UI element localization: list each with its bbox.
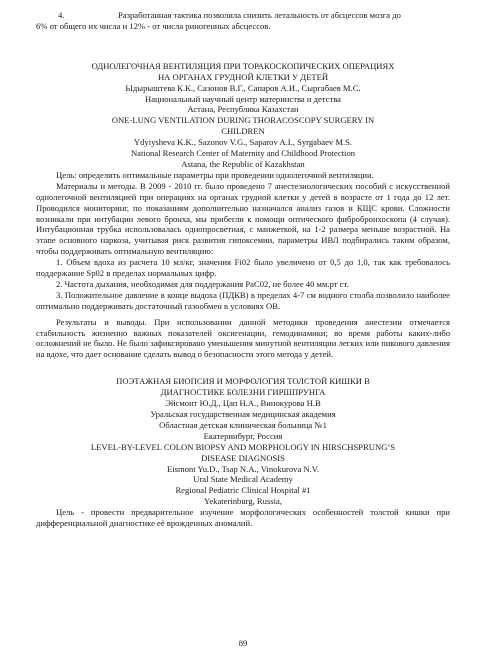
article1-title-line2: НА ОРГАНАХ ГРУДНОЙ КЛЕТКИ У ДЕТЕЙ [157,71,329,82]
article1-city-en: Astana, the Republic of Kazakhstan [181,158,305,169]
article2-authors-en: Eismont Yu.D., Tsap N.A., Vinokurova N.V. [166,463,320,474]
article1-methods: Материалы и методы. В 2009 - 2010 гг. было проведено 7 анестезиологических пособий с искусственной однолегочной вентиляцией при операциях на органах грудной клетки у детей в возрасте от 1 года до 12 лет. Проводился мониторинг, по показаниям дополнительно назначался анализ газов и КЩС крови. Сложности возникали при интубации левого бронха, мы прибегли к помощи оптического фибробронхоскопа (4 случая). Интубационная трубка использовалась однопросветная, с манжеткой, на 1-2 размера меньше возрастной. На этапе основного наркоза, учитывая риск развития гипоксемии, параметры ИВЛ подбирались таким образом, чтобы поддерживать оптимальную вентиляцию: [36,180,450,257]
article2-city: Екатеринбург, Россия [203,430,283,441]
article2-institution1: Уральская государственная медицинская академия [150,409,336,419]
article2-institution2: Областная детская клиническая больница №1 [159,419,327,430]
article2-authors: Эйсмонт Ю.Д., Цап Н.А., Винокурова Н.В [165,398,321,409]
item-text-line2: 6% от общего их числа и 12% - от числа риногенных абсцессов. [36,20,271,31]
article2-institution2-en: Regional Pediatric Clinical Hospital #1 [175,485,311,496]
article2-title-en-line2: DISEASE DIAGNOSIS [201,452,285,463]
article1-results: Результаты и выводы. При использовании данной методики проведения анестезии отмечается стабильность жизненно важных показателей оксигенации, гемодинамики; во время работы каких-либо осложнений не было. Не было зафиксировано уменьшения минутной вентиляции легких или пикового давления на вдохе, что дает основание сделать вывод о безопасности этого метода у детей. [36,316,450,360]
article1-header [36,61,450,170]
article1-authors: Ыдырыштева К.К., Сазонов В.Г., Сапаров А.И., Сыргабаев М.С. [125,82,361,93]
article2-title-line1: ПОЭТАЖНАЯ БИОПСИЯ И МОРФОЛОГИЯ ТОЛСТОЙ КИШКИ В [116,376,370,387]
article1-list-item-3: 3. Положительное давление в конце выдоха (ПДКВ) в пределах 4-7 см водного столба позволило наиболее оптимально поддерживать достаточный газообмен в условиях ОВ. [36,289,450,311]
article2-title-en-line1: LEVEL-BY-LEVEL COLON BIOPSY AND MORPHOLOGY IN HIRSCHSPRUNG’S [90,441,396,452]
article1-authors-en: Ydyiysheva K.K., Sazonov V.G., Saparov A.I., Syrgabaev M.S. [133,137,353,148]
article1-institution-en: National Research Center of Maternity and Childhood Protection [130,148,356,159]
item-number: 4. [58,10,65,20]
article2-header [36,376,450,507]
article1-aim: Цель: определить оптимальные параметры при проведении однолегочной вентиляции. [56,169,374,180]
article1-title-line1: ОДНОЛЕГОЧНАЯ ВЕНТИЛЯЦИЯ ПРИ ТОРАКОСКОПИЧЕСКИХ ОПЕРАЦИЯХ [91,60,395,71]
article1-title-en-line2: CHILDREN [221,126,265,137]
article1-title-en-line1: ONE-LUNG VENTILATION DURING THORACOSCOPY SURGERY IN [111,115,375,126]
article2-aim: Цель - провести предварительное изучение морфологических особенностей толстой кишки при дифференциальной диагностике её врожденных аномалий. [36,507,450,529]
article1-institution: Национальный научный центр материнства и детства [144,93,341,104]
article1-list-item-1: 1. Объем вдоха из расчета 10 мл/кг, значения Fi02 было увеличено от 0,5 до 1,0, так как требовалось поддержание Sp02 в пределах нормальных цифр. [36,257,450,279]
item-text-line1: Разработанная тактика позволила снизить летальность от абсцессов мозга до [118,10,401,20]
article2-title-line2: ДИАГНОСТИКЕ БОЛЕЗНИ ГИРШПРУНГА [160,387,326,398]
article1-city: Астана, Республика Казахстан [187,104,299,115]
page-number: 89 [238,638,248,648]
article2-city-en: Yekaterinburg, Russia, [204,496,282,507]
article2-institution1-en: Ural State Medical Academy [193,474,293,485]
article1-list-item-2: 2. Частота дыхания, необходимая для поддержания PaC02, не более 40 мм.рт ст. [56,278,349,289]
prev-conclusion-item [36,10,450,21]
